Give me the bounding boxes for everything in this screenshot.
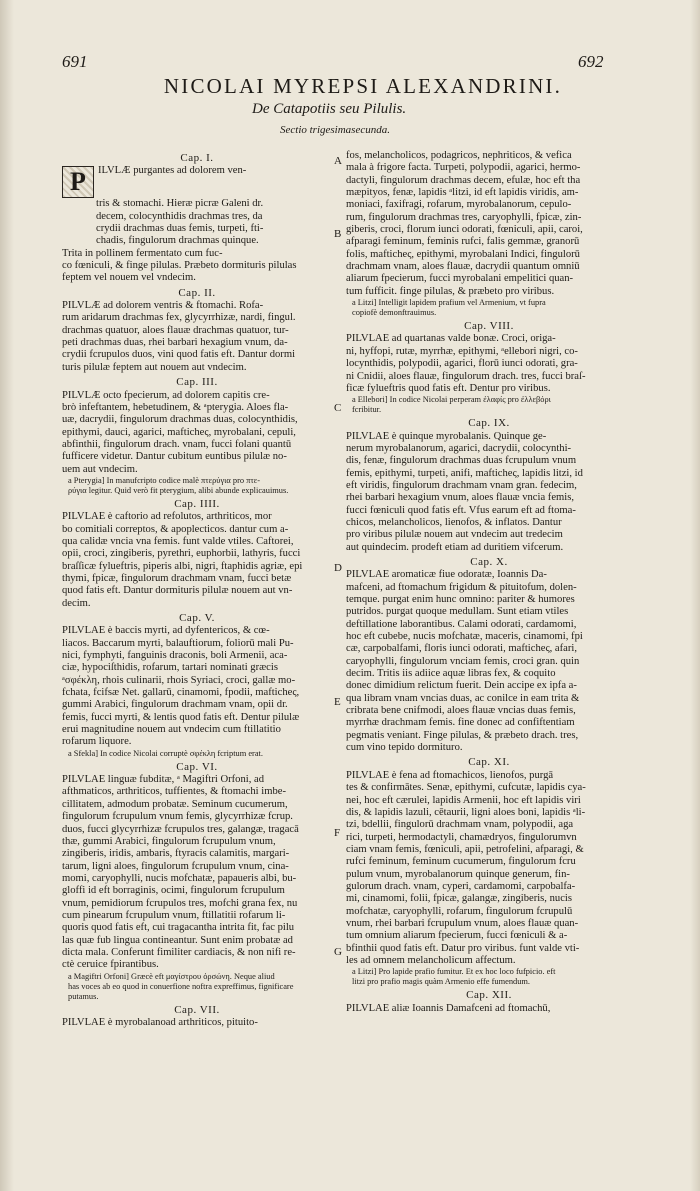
text-line: thymi, fpicæ, fingulorum drachmam vnam, fucci betæ	[62, 572, 292, 584]
text-line: bfinthii quod fatis eft. Datur pro viribus. funt valde vti-	[346, 942, 580, 954]
text-line: tum omnium aliarum fpecierum, fucci fœniculi & a-	[346, 930, 568, 942]
text-line: ciam vnam femis, fœniculi, apii, petrofelini, afparagi, &	[346, 843, 584, 855]
margin-marker-f: F	[334, 827, 341, 839]
text-line: fos, melancholicos, podagricos, nephriticos, & vefica	[346, 150, 572, 161]
text-line: decim.	[62, 597, 91, 609]
text-line: gulorum drach. vnam, cyperi, cardamomi, carpobalfa-	[346, 880, 576, 892]
chapter-heading: Cap. V.	[179, 612, 215, 624]
text-line: PILVLAE è myrobalanoad arthriticos, pituito-	[62, 1016, 258, 1028]
text-line: rum aridarum drachmas fex, glycyrrhizæ, nardi, fingul.	[62, 312, 296, 324]
text-line: putridos. purgat quoque medullam. Sunt etiam vtiles	[346, 606, 569, 618]
margin-marker-a: A	[334, 155, 342, 167]
text-line: PILVLAE aromaticæ fiue odoratæ, Ioannis Da-	[346, 569, 547, 581]
text-line: bo comitiali correptos, & apoplecticos. dantur cum a-	[62, 523, 289, 535]
text-line: tris & stomachi. Hieræ picræ Galeni dr.	[96, 198, 264, 210]
footnote-line: a Litzi] Pro lapide prafio fumitur. Et ex hoc loco fufpicio. eft	[352, 967, 556, 977]
page-gutter-shadow	[0, 0, 14, 1191]
left-column	[62, 150, 332, 1029]
text-line: locynthidis, polypodii, agarici, florū iunci odorati, gra-	[346, 358, 578, 370]
text-line: pulum vnum, myrobalanorum quinque generum, fin-	[346, 868, 570, 880]
text-line: dicta mala. Conferunt fimiliter cardiacis, & non nifi re-	[62, 946, 296, 958]
text-line: cum vino tepido dormituro.	[346, 742, 463, 754]
footnote-line: has voces ab eo quod in conuerfione noftra expreffimus, fignificare	[68, 981, 294, 991]
text-line: quod fatis eft. Dantur dormituris pilulæ nouem aut vn-	[62, 585, 293, 597]
chapter-heading: Cap. VI.	[176, 760, 218, 773]
text-line: abfinthii, fingulorum drach. vnam, fucci folani quantū	[62, 438, 292, 450]
text-line: PILVLAE è caftorio ad refolutos, arthriticos, mor	[62, 511, 272, 523]
chapter-heading: Cap. VII.	[174, 1003, 220, 1016]
folio-left: 691	[62, 52, 88, 71]
text-line: turis pilulæ feptem aut nouem aut vndecim.	[62, 361, 247, 373]
text-line: PILVLÆ ad dolorem ventris & ftomachi. Rofa-	[62, 300, 264, 312]
text-line: giberis, croci, florum iunci odorati, fœniculi, apii, caroi,	[346, 224, 583, 236]
text-line-content: ILVLÆ purgantes ad dolorem ven-	[98, 165, 247, 177]
text-line: thæ, gummi Arabici, fingulorum fcrupulum vnum,	[62, 835, 276, 847]
text-line: nei, hoc eft cærulei, lapidis Armenii, hoc eft lapidis viri	[346, 794, 581, 806]
footnote-line: a Ellebori] In codice Nicolai perperam ἐλαφίς pro ἐλλεβόρι	[352, 395, 551, 405]
text-line: PILVLAE è fena ad ftomachicos, lienofos, purgā	[346, 769, 554, 781]
footnote-line: ρύγια legitur. Quid verò fit pterygium, alibi abunde explicauimus.	[68, 485, 289, 495]
text-line: tarum, ligni aloes, fingulorum fcrupulum vnum, cina-	[62, 860, 289, 872]
text-line: cum pinearum fcrupulum vnum, ftillatitii rofarum li-	[62, 909, 286, 921]
text-line: cribrata bene cnifmodi, aloes flauæ vncias duas femis,	[346, 705, 576, 717]
text-line: les ad omnem melancholicum affectum.	[346, 954, 516, 966]
text-line: liacos. Baccarum myrti, balauftiorum, foliorū mali Pu-	[62, 637, 294, 649]
text-line: duos, fucci glycyrrhizæ fcrupulos tres, galangæ, tragacā	[62, 823, 299, 835]
text-line: PILVLAE è quinque myrobalanis. Quinque ge-	[346, 430, 547, 442]
chapter-heading: Cap. II.	[178, 286, 216, 299]
text-line: zingiberis, iridis, ambaris, ftyracis calamitis, margari-	[62, 848, 290, 860]
text-line: dis, fenæ, fingulorum drachmas duas fcrupulum vnum	[346, 455, 577, 467]
chapter-heading: Cap. XI.	[468, 756, 510, 769]
text-line: vnum, rhei barbari fcrupulum vnum, aloes flauæ quan-	[346, 917, 579, 929]
chapter-title: De Catapotiis seu Pilulis.	[252, 101, 407, 117]
chapter-heading: Cap. X.	[470, 555, 508, 568]
section-title: Sectio trigesimasecunda.	[280, 124, 390, 136]
margin-marker-g: G	[334, 946, 342, 958]
text-line: folis, mafticheς, epithymi, myrobalani Indici, fingulorū	[346, 248, 580, 260]
margin-marker-c: C	[334, 402, 342, 414]
folio-right: 692	[578, 52, 604, 71]
chapter-heading: Cap. IX.	[468, 417, 510, 430]
text-line: aut quindecim. prodeft etiam ad duritiem vifcerum.	[346, 541, 564, 553]
text-line: afparagi feminum, feminis rufci, falis gemmæ, granorū	[346, 236, 580, 248]
text-line: tzi, bdellii, fingulorū drachmam vnam, polypodii, aga	[346, 819, 574, 831]
footnote-line: a Pterygia] In manufcripto codice malè πτερύγια pro πτε-	[68, 475, 261, 485]
text-line: co fœniculi, & finge pilulas. Præbeto dormituris pilulas	[62, 260, 297, 272]
text-line: momi, caryophylli, nucis mofchatæ, papaueris albi, bu-	[62, 872, 297, 884]
text-line: brò infeftantem, hebetudinem, & ᵃpterygia. Aloes fla-	[62, 401, 289, 413]
text-line: quoris quod fatis eft, cui tragacantha intrita fit, fac pilu	[62, 922, 295, 934]
text-line: nici, fymphyti, fanguinis draconis, boli Armenii, aca-	[62, 650, 288, 662]
text-line: qua calidæ vncia vna femis. funt valde vtiles. Caftorei,	[62, 535, 294, 547]
text-line: mofchatæ, caryophylli, rofarum, fingulorum fcrupulū	[346, 905, 573, 917]
text-line: qua libram vnam vncias duas, ac conilce in eam trita &	[346, 692, 580, 704]
text-line: chicos, melancholicos, lienofos, & inflatos. Dantur	[346, 516, 562, 528]
text-line: drachmam vnam, aloes flauæ, dacrydii quantum omniū	[346, 261, 580, 273]
text-line: crydii fcrupulos duos, vini quod fatis eft. Dantur dormi	[62, 349, 296, 361]
text-line: fingulorum fcrupulum vnum femis, glycyrrhizæ fcrup.	[62, 811, 293, 823]
text-line: cillitatem, admodum probatæ. Seminum cucumerum,	[62, 798, 288, 810]
footnote-line: fcribitur.	[352, 405, 382, 415]
text-line: mi, cinamomi, folii, fpicæ, galangæ, zingiberis, nucis	[346, 893, 572, 905]
drop-cap: P	[62, 166, 94, 198]
text-line: uæ, dacrydii, fingulorum drachmas duas, colocynthidis,	[62, 414, 298, 426]
text-line: gummi Arabici, fingulorum drachmam vnam, opii dr.	[62, 699, 288, 711]
text-line: moniaci, faxifragi, rofarum, myrobalanorum, cepulo-	[346, 199, 572, 211]
text-line: ni Cnidii, aloes flauæ, fingulorum drach. tres, fucci braſ-	[346, 370, 586, 382]
chapter-heading: Cap. I.	[180, 152, 214, 164]
text-line: ciæ, hypociſthidis, rofarum, tartari nominati græcis	[62, 662, 278, 674]
text-line: vnum, pemidiorum fcrupulos tres, mofchi grana fex, nu	[62, 897, 298, 909]
text-line: pegmatis veniant. Finge pilulas, & præbeto drach. tres,	[346, 729, 579, 741]
text-line: mala à frigore facta. Turpeti, polypodii, agarici, hermo-	[346, 162, 581, 174]
text-line: rhei barbari hexagium vnum, aloes flauæ vncia femis,	[346, 492, 574, 504]
text-line: rofarum liquore.	[62, 736, 132, 748]
page-edge-shadow	[690, 0, 700, 1191]
text-line: PILVLAE ad quartanas valde bonæ. Croci, origa-	[346, 333, 556, 345]
text-line: ctè ceruice fpirantibus.	[62, 959, 159, 971]
text-line: tes & confirmātes. Senæ, epithymi, cufcutæ, lapidis cya-	[346, 782, 586, 794]
chapter-heading: Cap. IIII.	[174, 497, 220, 510]
text-line: myrrhæ drachmam femis. fine donec ad confiftentiam	[346, 717, 575, 729]
text-line: hoc eft cubebe, nucis mofchatæ, maceris, cinamomi, fpi	[346, 631, 583, 643]
text-line: dactyli, fingulorum drachmas decem, efulæ, hoc eft tha	[346, 174, 581, 186]
margin-marker-d: D	[334, 562, 342, 574]
text-line: caryophylli, fingulorum vnciam femis, croci gran. quin	[346, 655, 580, 667]
footnote-line: a Litzi] Intelligit lapidem prafium vel Armenium, vt fupra	[352, 298, 546, 308]
text-line: crydii drachmas duas femis, turpeti, fti-	[96, 223, 264, 235]
text-line: nerum myrobalanorum, agarici, dacrydii, colocynthi-	[346, 442, 572, 454]
text-line: fchata, fcifsæ Net. gallarū, cinamomi, fpodii, mafticheς,	[62, 687, 300, 699]
text-line: PILVLAE aliæ Ioannis Damafceni ad ftomachū,	[346, 1002, 551, 1014]
text-line: rufci feminum, feminum cucumerum, fingulorum fcru	[346, 856, 576, 868]
text-line: mæpityos, fenæ, lapidis ᵃlitzi, id eft lapidis viridis, am-	[346, 187, 579, 199]
text-line: afthmaticos, arthriticos, tuffientes, & ftomachi imbe-	[62, 786, 286, 798]
chapter-heading: Cap. VIII.	[464, 320, 514, 333]
text-line: femis, epithymi, turpeti, anifi, mafticheς, lapidis litzi, id	[346, 467, 583, 479]
text-line: temque. purgat enim hunc omnino: pariter & humores	[346, 594, 575, 605]
text-line: femis, fucci myrti, & lentis quod fatis eft. Dentur pilulæ	[62, 711, 300, 723]
text-line: fufficere videtur. Dantur cubitum euntibus pilulæ no-	[62, 451, 287, 463]
text-line: chadis, fingulorum drachmas quinque.	[96, 235, 259, 247]
text-line: ni, hyffopi, rutæ, myrrhæ, epithymi, ᵃellebori nigri, co-	[346, 345, 578, 357]
text-line: epithymi, dauci, agarici, mafticheς, myrobalani, cepuli,	[62, 426, 296, 438]
text-line: PILVLAE linguæ fubditæ, ᵃ Magiftri Orfoni, ad	[62, 774, 265, 786]
text-line: ficæ fylueftris quod fatis eft. Dentur pro viribus.	[346, 382, 551, 394]
text-line: las quæ fub lingua contineantur. Sunt enim probatæ ad	[62, 934, 293, 946]
text-line: decim. Tritis iis adiice aquæ libras fex, & coquito	[346, 668, 556, 680]
text-line: feptem vel nouem vel vndecim.	[62, 272, 196, 284]
right-column	[346, 150, 632, 1015]
footnote-line: a Magiftri Orfoni] Græcè eft μαγίστρου ὀρσώνη. Neque aliud	[68, 971, 275, 981]
text-line: drachmas quatuor, aloes flauæ drachmas quatuor, tur-	[62, 324, 289, 336]
text-line: pro viribus pilulæ nouem aut vndecim aut tredecim	[346, 529, 563, 541]
text-line: braſſicæ fylueftris, piperis albi, nigri, ftaphidis agriæ, epi	[62, 560, 303, 572]
text-line: rici, turpeti, hermodactyli, chamædryos, fingulorumvn	[346, 831, 577, 843]
text-line: mafceni, ad ftomachum frigidum & pituitofum, dolen-	[346, 581, 577, 593]
footnote-line: copiofè demonftrauimus.	[352, 308, 437, 318]
running-head: NICOLAI MYREPSI ALEXANDRINI.	[163, 74, 563, 98]
text-line: cæ, carpobalfami, floris iunci odorati, mafticheς, afari,	[346, 643, 577, 655]
text-line: decem, colocynthidis drachmas tres, da	[96, 210, 263, 222]
text-line: donec dimidium relictum fuerit. Dein accipe ex ipfa a-	[346, 680, 577, 692]
text-line: gloffi id eft borraginis, ocimi, fingulorum fcrupulum	[62, 885, 285, 897]
text-line: aliarum fpecierum, fucci myrobalani empelitici quan-	[346, 273, 574, 285]
text-line: tum fufficit. finge pilulas, & præbeto pro viribus.	[346, 285, 555, 297]
text-line: dis, & lapidis lazuli, cētaurii, ligni aloes boni, lapidis ᵃli-	[346, 806, 586, 818]
footnote-line: a Sfekla] In codice Nicolai corruptè σφέκλη fcriptum erat.	[68, 748, 263, 758]
text-line: fucci fœniculi quod fatis eft. Vfus earum eft ad ftoma-	[346, 504, 576, 516]
footnote-line: litzi pro prafio magis quàm Armenio effe fumendum.	[352, 977, 531, 987]
margin-marker-e: E	[334, 696, 341, 708]
chapter-heading: Cap. XII.	[466, 989, 512, 1002]
text-line: PILVLAE è baccis myrti, ad dyfentericos, & cœ-	[62, 625, 270, 637]
text-line: uem aut vndecim.	[62, 463, 138, 475]
text-line: peti drachmas duas, rhei barbari hexagium vnum, da-	[62, 337, 288, 349]
text-line: opii, croci, zingiberis, pyrethri, euphorbii, lathyris, fucci	[62, 548, 301, 560]
text-line: rum, fingulorum drachmas tres, caryophylli, fpicæ, zin-	[346, 211, 582, 223]
text-line	[62, 165, 332, 198]
text-line: Trita in pollinem fermentato cum fuc-	[62, 247, 223, 259]
text-line: deftillatione laborantibus. Calami odorati, cardamomi,	[346, 618, 577, 630]
text-line: PILVLÆ octo fpecierum, ad dolorem capitis cre-	[62, 389, 270, 401]
text-line: erui magnitudine nouem aut vndecim cum ftillatitio	[62, 724, 281, 736]
footnote-line: putamus.	[68, 991, 99, 1001]
text-line: eft viridis, fingulorum drachmam vnam gran. fedecim,	[346, 479, 577, 491]
margin-marker-b: B	[334, 228, 342, 240]
chapter-heading: Cap. III.	[176, 376, 218, 389]
text-line: ᵃσφέκλη, rhois culinarii, rhois Syriaci, croci, gallæ mo-	[62, 674, 296, 686]
